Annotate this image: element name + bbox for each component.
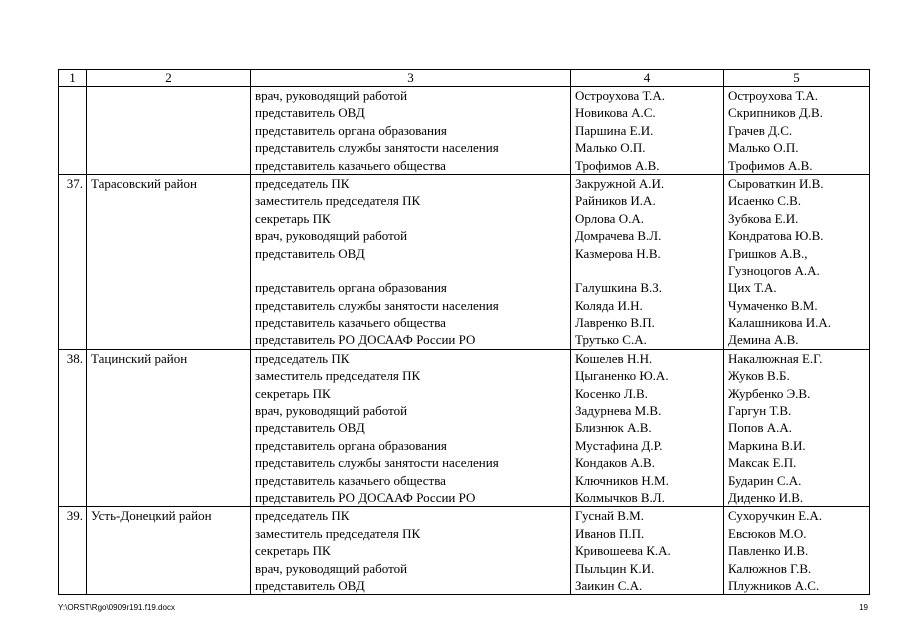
col5-name: Скрипников Д.В. [728, 105, 823, 121]
col4-name: Мустафина Д.Р. [575, 437, 663, 453]
col5-name: Цих Т.А. [728, 280, 777, 296]
col5-name: Гузноцогов А.А. [728, 262, 820, 278]
col4-name: Закружной А.И. [575, 175, 665, 191]
row-number: 39. [59, 507, 87, 595]
role-line: врач, руководящий работой [255, 88, 408, 103]
role-line: заместитель председателя ПК [255, 525, 421, 541]
header-cell: 2 [87, 70, 251, 87]
district-name: Тарасовский район [87, 174, 251, 349]
role-line: представитель органа образования [255, 122, 447, 138]
role-line: представитель службы занятости населения [255, 140, 499, 156]
col4-cell [571, 174, 724, 349]
header-cell: 1 [59, 70, 87, 87]
district-name: Усть-Донецкий район [87, 507, 251, 595]
col5-name: Павленко И.В. [728, 543, 809, 559]
col4-name: Новикова А.С. [575, 105, 656, 121]
col5-cell [724, 87, 870, 175]
col4-name: Кривошеева К.А. [575, 543, 671, 559]
col4-cell [571, 507, 724, 595]
col5-name: Диденко И.В. [728, 489, 804, 505]
document-table [58, 69, 870, 595]
role-line: представитель казачьего общества [255, 157, 446, 173]
role-line: председатель ПК [255, 175, 350, 191]
col5-name: Бударин С.А. [728, 472, 802, 488]
col4-name: Галушкина В.З. [575, 280, 663, 296]
col4-name: Колмычков В.Л. [575, 489, 665, 505]
col4-name: Трофимов А.В. [575, 157, 660, 173]
row-number: 38. [59, 349, 87, 507]
row-number [59, 87, 87, 175]
role-line [255, 262, 570, 279]
role-line: представитель ОВД [255, 245, 365, 261]
role-cell [251, 349, 571, 507]
table-row [59, 507, 870, 595]
col4-name: Остроухова Т.А. [575, 88, 666, 103]
col5-name: Грачев Д.С. [728, 122, 793, 138]
col5-name: Журбенко Э.В. [728, 385, 811, 401]
role-line: представитель органа образования [255, 437, 447, 453]
col5-name: Маркина В.И. [728, 437, 806, 453]
col4-name: Задурнева М.В. [575, 403, 662, 419]
role-line: представитель ОВД [255, 420, 365, 436]
col5-name: Остроухова Т.А. [728, 88, 819, 103]
col4-name: Коляда И.Н. [575, 297, 643, 313]
col5-name: Плужников А.С. [728, 577, 820, 593]
role-line: врач, руководящий работой [255, 403, 408, 419]
col4-name: Трутько С.А. [575, 332, 647, 348]
role-line: заместитель председателя ПК [255, 193, 421, 209]
col5-name: Гришков А.В., [728, 245, 808, 261]
col5-name: Исаенко С.В. [728, 193, 802, 209]
col5-name: Сухоручкин Е.А. [728, 508, 823, 524]
header-cell: 3 [251, 70, 571, 87]
table-header-row [59, 70, 870, 87]
col4-name: Кондаков А.В. [575, 455, 655, 471]
table-row [59, 174, 870, 349]
col5-name: Чумаченко В.М. [728, 297, 818, 313]
col4-name: Ключников Н.М. [575, 472, 669, 488]
col4-name: Паршина Е.И. [575, 122, 654, 138]
role-line: представитель РО ДОСААФ России РО [255, 489, 476, 505]
col5-name: Попов А.А. [728, 420, 793, 436]
role-cell [251, 174, 571, 349]
role-line: председатель ПК [255, 350, 350, 366]
footer-file-path: Y:\ORST\Rgo\0909r191.f19.docx [58, 603, 175, 612]
role-line: представитель ОВД [255, 577, 365, 593]
col5-name: Демина А.В. [728, 332, 799, 348]
role-cell [251, 507, 571, 595]
role-line: врач, руководящий работой [255, 228, 408, 244]
col5-cell [724, 174, 870, 349]
row-number: 37. [59, 174, 87, 349]
col5-name: Калашникова И.А. [728, 315, 831, 331]
col5-cell [724, 349, 870, 507]
role-line: представитель РО ДОСААФ России РО [255, 332, 476, 348]
col5-name: Трофимов А.В. [728, 157, 813, 173]
col4-name: Косенко Л.В. [575, 385, 648, 401]
col4-name: Орлова О.А. [575, 210, 644, 226]
col5-name: Калюжнов Г.В. [728, 560, 812, 576]
role-line: представитель ОВД [255, 105, 365, 121]
table-row [59, 87, 870, 175]
role-line: заместитель председателя ПК [255, 368, 421, 384]
col4-name: Малько О.П. [575, 140, 646, 156]
col4-name: Райников И.А. [575, 193, 656, 209]
col5-name: Жуков В.Б. [728, 368, 790, 384]
col4-name: Гуснай В.М. [575, 508, 644, 524]
col5-name: Максак Е.П. [728, 455, 797, 471]
col4-name: Близнюк А.В. [575, 420, 652, 436]
role-line: секретарь ПК [255, 385, 331, 401]
table-row [59, 349, 870, 507]
header-cell: 5 [724, 70, 870, 87]
role-line: представитель службы занятости населения [255, 455, 499, 471]
header-cell: 4 [571, 70, 724, 87]
role-line: врач, руководящий работой [255, 560, 408, 576]
col5-cell [724, 507, 870, 595]
role-line: представитель казачьего общества [255, 472, 446, 488]
role-line: секретарь ПК [255, 210, 331, 226]
role-line: представитель органа образования [255, 280, 447, 296]
col4-name: Домрачева В.Л. [575, 228, 662, 244]
role-line: секретарь ПК [255, 543, 331, 559]
col4-cell [571, 87, 724, 175]
role-line: представитель казачьего общества [255, 315, 446, 331]
col4-name: Казмерова Н.В. [575, 245, 661, 261]
role-cell [251, 87, 571, 175]
col5-name: Малько О.П. [728, 140, 799, 156]
col4-name: Пыльцин К.И. [575, 560, 655, 576]
col5-name: Кондратова Ю.В. [728, 228, 824, 244]
col5-name: Сыроваткин И.В. [728, 175, 824, 191]
district-name [87, 87, 251, 175]
col5-name: Накалюжная Е.Г. [728, 350, 823, 366]
col4-name: Цыганенко Ю.А. [575, 368, 669, 384]
col4-name: Заикин С.А. [575, 577, 643, 593]
col4-name: Кошелев Н.Н. [575, 350, 653, 366]
role-line: представитель службы занятости населения [255, 297, 499, 313]
col5-name: Евсюков М.О. [728, 525, 807, 541]
col4-name: Иванов П.П. [575, 525, 645, 541]
col4-name: Лавренко В.П. [575, 315, 655, 331]
col5-name: Зубкова Е.И. [728, 210, 799, 226]
page-number: 19 [859, 603, 868, 612]
col4-cell [571, 349, 724, 507]
col4-name [575, 262, 723, 279]
col5-name: Гаргун Т.В. [728, 403, 792, 419]
role-line: председатель ПК [255, 508, 350, 524]
district-name: Тацинский район [87, 349, 251, 507]
